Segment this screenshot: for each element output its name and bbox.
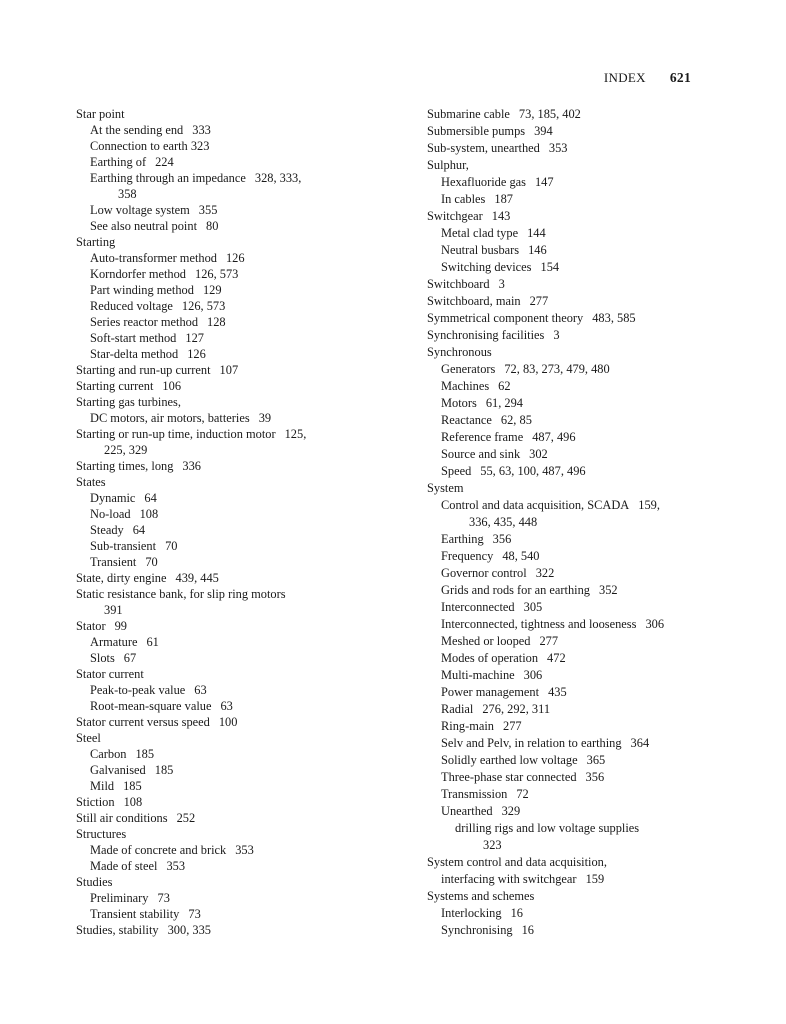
index-term: Stator current xyxy=(76,667,144,681)
index-page-refs: 80 xyxy=(206,219,219,233)
index-page-refs: 329 xyxy=(501,804,521,818)
index-term: System xyxy=(427,481,464,495)
index-page-refs: 302 xyxy=(529,447,548,461)
index-entry xyxy=(427,633,717,650)
index-term: Multi-machine xyxy=(441,668,515,682)
index-term: Generators xyxy=(441,362,496,376)
index-term: Still air conditions xyxy=(76,811,168,825)
index-term: Motors xyxy=(441,396,477,410)
index-page-refs: 328, 333, xyxy=(254,171,302,185)
index-term: Switchboard, main xyxy=(427,294,521,308)
index-entry xyxy=(76,442,366,458)
index-term: In cables xyxy=(441,192,486,206)
index-term: Star-delta method xyxy=(90,347,179,361)
index-entry xyxy=(427,582,717,599)
index-entry xyxy=(427,361,717,378)
index-page-refs: 106 xyxy=(162,379,182,393)
index-term: Peak-to-peak value xyxy=(90,683,186,697)
index-page-refs: 154 xyxy=(540,260,560,274)
index-term: Switching devices xyxy=(441,260,532,274)
index-entry xyxy=(76,538,366,554)
index-entry xyxy=(76,202,366,218)
index-entry xyxy=(427,803,717,820)
index-page-refs: 126, 573 xyxy=(181,299,226,313)
index-entry xyxy=(427,854,717,871)
index-entry xyxy=(76,874,366,890)
index-page-refs: 394 xyxy=(534,124,553,138)
index-term: 358 xyxy=(118,187,137,201)
index-page-refs: 144 xyxy=(527,226,546,240)
index-term: Three-phase star connected xyxy=(441,770,577,784)
index-term: Solidly earthed low voltage xyxy=(441,753,578,767)
index-entry xyxy=(76,826,366,842)
index-entry xyxy=(427,752,717,769)
index-entry xyxy=(427,140,717,157)
index-page-refs: 355 xyxy=(198,203,218,217)
index-term: Galvanised xyxy=(90,763,146,777)
index-entry xyxy=(76,714,366,730)
index-page-refs: 159, xyxy=(638,498,660,512)
index-term: drilling rigs and low voltage supplies xyxy=(455,821,640,835)
index-entry xyxy=(76,138,366,154)
index-page-refs: 73 xyxy=(157,891,170,905)
index-term: Interlocking xyxy=(441,906,502,920)
index-entry xyxy=(76,362,366,378)
index-entry xyxy=(76,106,366,122)
index-term: No-load xyxy=(90,507,131,521)
index-term: Static resistance bank, for slip ring motors xyxy=(76,587,286,601)
index-term: Machines xyxy=(441,379,490,393)
index-term: Earthing xyxy=(441,532,484,546)
index-page-refs: 277 xyxy=(539,634,559,648)
index-page-refs: 72 xyxy=(516,787,529,801)
index-entry xyxy=(427,922,717,939)
index-page-refs: 185 xyxy=(123,779,142,793)
index-entry xyxy=(427,242,717,259)
index-term: Neutral busbars xyxy=(441,243,520,257)
index-page-refs: 108 xyxy=(139,507,159,521)
index-entry xyxy=(427,395,717,412)
index-page-refs: 67 xyxy=(123,651,137,665)
index-term: 336, 435, 448 xyxy=(469,515,538,529)
index-entry xyxy=(427,905,717,922)
index-entry xyxy=(427,548,717,565)
index-term: Earthing of xyxy=(90,155,147,169)
index-entry xyxy=(76,890,366,906)
index-column-right xyxy=(427,106,717,939)
index-page-refs: 353 xyxy=(548,141,568,155)
index-term: Star point xyxy=(76,107,125,121)
index-term: Synchronising xyxy=(441,923,513,937)
index-term: Starting times, long xyxy=(76,459,174,473)
index-entry xyxy=(76,682,366,698)
index-entry xyxy=(76,314,366,330)
index-term: Unearthed xyxy=(441,804,493,818)
index-page-refs: 277 xyxy=(503,719,522,733)
index-term: Dynamic xyxy=(90,491,136,505)
index-entry xyxy=(76,266,366,282)
index-page-refs: 72, 83, 273, 479, 480 xyxy=(504,362,610,376)
index-page-refs: 306 xyxy=(523,668,543,682)
index-entry xyxy=(427,650,717,667)
index-entry xyxy=(427,412,717,429)
page-header xyxy=(604,70,691,86)
index-term: Transient xyxy=(90,555,137,569)
index-term: Symmetrical component theory xyxy=(427,311,584,325)
index-term: Switchgear xyxy=(427,209,483,223)
index-page-refs: 356 xyxy=(585,770,605,784)
index-entry xyxy=(76,506,366,522)
index-term: Made of steel xyxy=(90,859,158,873)
index-page-refs: 300, 335 xyxy=(167,923,211,937)
index-term: Carbon xyxy=(90,747,127,761)
index-term: State, dirty engine xyxy=(76,571,167,585)
index-term: Stiction xyxy=(76,795,115,809)
index-entry xyxy=(427,701,717,718)
index-term: Auto-transformer method xyxy=(90,251,217,265)
index-entry xyxy=(76,394,366,410)
index-entry xyxy=(76,698,366,714)
index-page-refs: 125, xyxy=(284,427,307,441)
index-term: System control and data acquisition, xyxy=(427,855,607,869)
index-page-refs: 64 xyxy=(144,491,157,505)
index-term: 391 xyxy=(104,603,123,617)
index-entry xyxy=(427,599,717,616)
index-term: At the sending end xyxy=(90,123,184,137)
index-term: interfacing with switchgear xyxy=(441,872,577,886)
index-entry xyxy=(427,684,717,701)
index-page-refs: 129 xyxy=(202,283,222,297)
index-term: Reduced voltage xyxy=(90,299,173,313)
index-entry xyxy=(427,310,717,327)
index-entry xyxy=(76,762,366,778)
index-term: Starting gas turbines, xyxy=(76,395,181,409)
index-page-refs: 159 xyxy=(585,872,605,886)
index-term: Made of concrete and brick xyxy=(90,843,227,857)
index-term: DC motors, air motors, batteries xyxy=(90,411,250,425)
index-term: Low voltage system xyxy=(90,203,190,217)
index-page-refs: 64 xyxy=(132,523,146,537)
index-entry xyxy=(427,429,717,446)
index-page-refs: 126 xyxy=(225,251,245,265)
index-page-refs: 16 xyxy=(521,923,534,937)
index-page-refs: 48, 540 xyxy=(502,549,540,563)
index-term: Stator current versus speed xyxy=(76,715,210,729)
index-term: Studies, stability xyxy=(76,923,159,937)
index-entry xyxy=(76,810,366,826)
index-entry xyxy=(76,906,366,922)
index-entry xyxy=(427,786,717,803)
index-page-refs: 16 xyxy=(510,906,523,920)
index-entry xyxy=(427,344,717,361)
index-term: Sulphur, xyxy=(427,158,469,172)
index-page-refs: 99 xyxy=(114,619,127,633)
index-term: Part winding method xyxy=(90,283,194,297)
index-term: Starting current xyxy=(76,379,154,393)
index-term: Submersible pumps xyxy=(427,124,526,138)
index-entry xyxy=(76,218,366,234)
index-term: Radial xyxy=(441,702,474,716)
index-entry xyxy=(76,778,366,794)
index-term: Metal clad type xyxy=(441,226,519,240)
index-entry xyxy=(427,769,717,786)
index-page-refs: 322 xyxy=(535,566,555,580)
index-page-refs: 305 xyxy=(523,600,543,614)
index-page-refs: 3 xyxy=(498,277,505,291)
index-term: Ring-main xyxy=(441,719,494,733)
index-page-refs: 472 xyxy=(547,651,566,665)
index-page-refs: 126 xyxy=(187,347,206,361)
index-page-refs: 487, 496 xyxy=(532,430,576,444)
index-term: Reactance xyxy=(441,413,492,427)
index-page-refs: 70 xyxy=(145,555,158,569)
index-entry xyxy=(76,410,366,426)
index-entry xyxy=(427,871,717,888)
index-page-refs: 185 xyxy=(135,747,155,761)
index-entry xyxy=(427,276,717,293)
index-entry xyxy=(76,378,366,394)
index-entry xyxy=(427,446,717,463)
index-page-refs: 277 xyxy=(529,294,549,308)
index-entry xyxy=(76,298,366,314)
index-term: Starting xyxy=(76,235,116,249)
index-page-refs: 439, 445 xyxy=(175,571,219,585)
index-term: Connection to earth 323 xyxy=(90,139,210,153)
index-entry xyxy=(76,490,366,506)
index-term: Submarine cable xyxy=(427,107,510,121)
index-term: Sub-transient xyxy=(90,539,157,553)
index-page-refs: 100 xyxy=(218,715,238,729)
index-term: Root-mean-square value xyxy=(90,699,212,713)
index-entry xyxy=(427,718,717,735)
index-term: 225, 329 xyxy=(104,443,148,457)
index-entry xyxy=(76,282,366,298)
index-entry xyxy=(76,602,366,618)
index-entry xyxy=(76,730,366,746)
index-entry xyxy=(76,154,366,170)
index-page-refs: 356 xyxy=(492,532,512,546)
index-page-refs: 55, 63, 100, 487, 496 xyxy=(480,464,586,478)
index-page-refs: 483, 585 xyxy=(592,311,636,325)
index-term: Interconnected, tightness and looseness xyxy=(441,617,637,631)
index-term: Korndorfer method xyxy=(90,267,186,281)
index-entry xyxy=(427,616,717,633)
index-entry xyxy=(427,837,717,854)
index-entry xyxy=(76,330,366,346)
index-entry xyxy=(427,225,717,242)
index-page-refs: 187 xyxy=(494,192,513,206)
index-page-refs: 108 xyxy=(123,795,143,809)
index-entry xyxy=(427,514,717,531)
index-entry xyxy=(76,794,366,810)
running-head: INDEX xyxy=(603,70,646,85)
index-entry xyxy=(76,746,366,762)
index-entry xyxy=(76,474,366,490)
index-term: Switchboard xyxy=(427,277,490,291)
index-term: Meshed or looped xyxy=(441,634,531,648)
index-page-refs: 61 xyxy=(146,635,159,649)
index-entry xyxy=(76,522,366,538)
index-page-refs: 364 xyxy=(630,736,650,750)
index-entry xyxy=(427,327,717,344)
index-term: Series reactor method xyxy=(90,315,199,329)
index-page-refs: 336 xyxy=(182,459,201,473)
index-term: Soft-start method xyxy=(90,331,177,345)
index-term: Frequency xyxy=(441,549,494,563)
index-term: Starting and run-up current xyxy=(76,363,211,377)
index-term: Earthing through an impedance xyxy=(90,171,246,185)
index-term: Studies xyxy=(76,875,113,889)
index-page-refs: 435 xyxy=(548,685,567,699)
index-page-refs: 365 xyxy=(586,753,606,767)
index-term: Armature xyxy=(90,635,138,649)
index-entry xyxy=(427,157,717,174)
index-page-refs: 224 xyxy=(155,155,174,169)
index-term: Synchronising facilities xyxy=(427,328,545,342)
index-page-refs: 63 xyxy=(194,683,207,697)
index-page-refs: 333 xyxy=(192,123,211,137)
index-entry xyxy=(76,186,366,202)
index-entry xyxy=(427,293,717,310)
index-column-left xyxy=(76,106,366,938)
index-entry xyxy=(427,378,717,395)
index-term: Structures xyxy=(76,827,127,841)
index-page-refs: 353 xyxy=(166,859,186,873)
index-entry xyxy=(427,208,717,225)
index-page-refs: 126, 573 xyxy=(195,267,239,281)
index-term: Steady xyxy=(90,523,124,537)
index-term: Starting or run-up time, induction motor xyxy=(76,427,276,441)
index-term: Steel xyxy=(76,731,101,745)
index-page-refs: 276, 292, 311 xyxy=(482,702,551,716)
index-term: Transmission xyxy=(441,787,508,801)
index-entry xyxy=(427,820,717,837)
index-page-refs: 146 xyxy=(528,243,547,257)
index-entry xyxy=(76,554,366,570)
index-entry xyxy=(76,458,366,474)
index-page-refs: 62, 85 xyxy=(500,413,532,427)
index-entry xyxy=(427,174,717,191)
index-term: Governor control xyxy=(441,566,527,580)
index-entry xyxy=(427,667,717,684)
index-entry xyxy=(427,888,717,905)
index-entry xyxy=(76,650,366,666)
index-entry xyxy=(76,922,366,938)
index-entry xyxy=(76,586,366,602)
index-term: Modes of operation xyxy=(441,651,539,665)
index-term: Stator xyxy=(76,619,106,633)
index-entry xyxy=(76,570,366,586)
index-term: Systems and schemes xyxy=(427,889,535,903)
index-entry xyxy=(76,250,366,266)
index-entry xyxy=(427,259,717,276)
index-term: Preliminary xyxy=(90,891,149,905)
index-entry xyxy=(76,234,366,250)
index-term: Sub-system, unearthed xyxy=(427,141,540,155)
index-page-refs: 352 xyxy=(599,583,618,597)
index-entry xyxy=(76,618,366,634)
index-entry xyxy=(76,346,366,362)
index-entry xyxy=(427,191,717,208)
index-page-refs: 73, 185, 402 xyxy=(518,107,581,121)
index-entry xyxy=(427,565,717,582)
index-page-refs: 127 xyxy=(185,331,204,345)
index-page-refs: 62 xyxy=(498,379,511,393)
index-term: See also neutral point xyxy=(90,219,198,233)
index-entry xyxy=(76,858,366,874)
index-entry xyxy=(76,666,366,682)
index-term: Synchronous xyxy=(427,345,492,359)
page-number: 621 xyxy=(669,70,691,85)
index-page-refs: 252 xyxy=(176,811,196,825)
index-entry xyxy=(76,634,366,650)
index-term: Slots xyxy=(90,651,115,665)
index-page-refs: 73 xyxy=(188,907,201,921)
index-term: States xyxy=(76,475,106,489)
index-term: Speed xyxy=(441,464,472,478)
index-page-refs: 147 xyxy=(534,175,554,189)
index-term: Selv and Pelv, in relation to earthing xyxy=(441,736,622,750)
index-entry xyxy=(427,480,717,497)
index-page-refs: 61, 294 xyxy=(485,396,523,410)
index-page-refs: 63 xyxy=(220,699,233,713)
index-term: Transient stability xyxy=(90,907,180,921)
index-entry xyxy=(427,735,717,752)
index-page-refs: 3 xyxy=(553,328,560,342)
index-page-refs: 185 xyxy=(154,763,174,777)
index-entry xyxy=(76,426,366,442)
index-entry xyxy=(427,497,717,514)
index-page-refs: 353 xyxy=(235,843,254,857)
index-term: Reference frame xyxy=(441,430,524,444)
index-entry xyxy=(76,122,366,138)
index-entry xyxy=(76,170,366,186)
index-term: Control and data acquisition, SCADA xyxy=(441,498,630,512)
index-entry xyxy=(427,106,717,123)
index-page-refs: 143 xyxy=(491,209,511,223)
index-term: Power management xyxy=(441,685,540,699)
index-entry xyxy=(427,531,717,548)
index-page-refs: 107 xyxy=(219,363,239,377)
index-term: Source and sink xyxy=(441,447,521,461)
index-page-refs: 306 xyxy=(645,617,665,631)
index-page-refs: 70 xyxy=(165,539,178,553)
index-term: 323 xyxy=(483,838,502,852)
index-term: Mild xyxy=(90,779,115,793)
index-page-refs: 128 xyxy=(207,315,226,329)
index-entry xyxy=(427,123,717,140)
index-entry xyxy=(76,842,366,858)
index-page-refs: 39 xyxy=(258,411,272,425)
index-term: Interconnected xyxy=(441,600,515,614)
index-entry xyxy=(427,463,717,480)
index-term: Grids and rods for an earthing xyxy=(441,583,590,597)
index-term: Hexafluoride gas xyxy=(441,175,526,189)
